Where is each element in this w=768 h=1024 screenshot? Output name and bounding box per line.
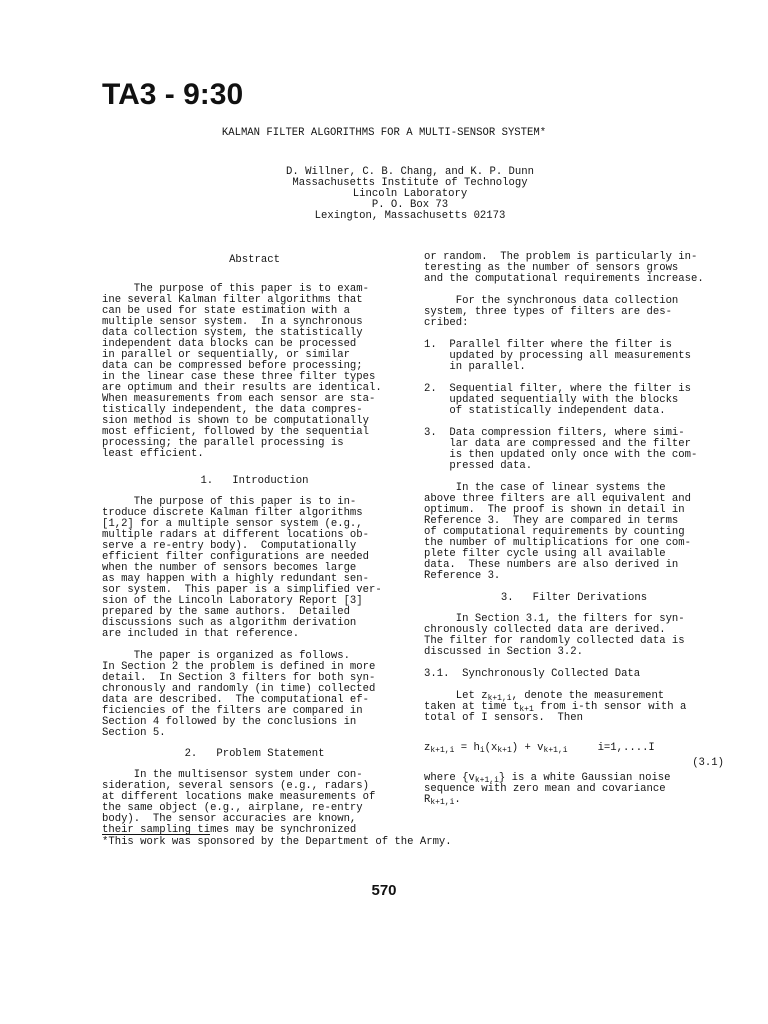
left-column [102, 252, 407, 836]
text-line: can be used for state estimation with a [102, 305, 350, 317]
text-line: optimum. The proof is shown in detail in [424, 504, 685, 516]
text-line: or random. The problem is particularly in- [424, 251, 698, 263]
text-line: in parallel. [424, 361, 526, 373]
organization-text [102, 651, 407, 739]
text-line: least efficient. [102, 448, 204, 460]
introduction-text [102, 497, 407, 640]
abstract-text [102, 284, 407, 460]
text-line: above three filters are all equivalent and [424, 493, 692, 505]
text-line: system, three types of filters are des- [424, 306, 672, 318]
eq-v-subscript: k+1,i [543, 746, 568, 755]
text-line: The purpose of this paper is to in- [102, 496, 357, 508]
eq-range: i=1,....I [597, 742, 655, 754]
text-line: pressed data. [424, 460, 533, 472]
text-line: 1. Parallel filter where the filter is [424, 339, 672, 351]
text-line: In the case of linear systems the [424, 482, 666, 494]
text-line: their sampling times may be synchronized [102, 824, 357, 836]
text-line: updated sequentially with the blocks [424, 394, 679, 406]
text-line: In Section 2 the problem is defined in more [102, 661, 376, 673]
introduction-heading: 1. Introduction [200, 475, 309, 487]
text-line: Section 5. [102, 727, 166, 739]
eq-x: (x [484, 742, 498, 754]
text-line: most efficient, followed by the sequential [102, 426, 370, 438]
author-institution: Massachusetts Institute of Technology [292, 177, 528, 189]
text-line: body). The sensor accuracies are known, [102, 813, 357, 825]
text-line: sion method is shown to be computationally [102, 415, 370, 427]
text-line: as may happen with a highly redundant sen- [102, 573, 370, 585]
text-line: multiple radars at different locations ob- [102, 529, 370, 541]
eq-h-subscript: i [479, 746, 485, 755]
author-block [250, 167, 570, 222]
eq-x-subscript: k+1 [497, 746, 512, 755]
text-line: chronously and randomly (in time) collected [102, 683, 376, 695]
let-text: Let z [424, 690, 488, 702]
text-line: troduce discrete Kalman filter algorithms [102, 507, 363, 519]
text-line: independent data blocks can be processed [102, 338, 357, 350]
continuation-text [424, 252, 724, 285]
text-line: sideration, several sensors (e.g., radars) [102, 780, 370, 792]
time-text: taken at time t [424, 701, 520, 713]
problem-text [102, 770, 407, 836]
text-line: 3. Data compression filters, where simi- [424, 427, 685, 439]
text-line: are included in that reference. [102, 628, 300, 640]
derivations-text [424, 614, 724, 658]
text-line: data. These numbers are also derived in [424, 559, 679, 571]
text-line: chronously collected data are derived. [424, 624, 666, 636]
text-line: teresting as the number of sensors grows [424, 262, 679, 274]
text-line: discussed in Section 3.2. [424, 646, 583, 658]
author-box: P. O. Box 73 [371, 199, 449, 211]
let-text-cont: , denote the measurement [511, 690, 665, 702]
text-line: The purpose of this paper is to exam- [102, 283, 370, 295]
text-line: The filter for randomly collected data is [424, 635, 685, 647]
text-line: ficiencies of the filters are compared in [102, 705, 363, 717]
text-line: updated by processing all measurements [424, 350, 692, 362]
where-text-cont: } is a white Gaussian noise [498, 772, 671, 784]
where-text: where {v [424, 772, 475, 784]
text-line: detail. In Section 3 filters for both syn- [102, 672, 376, 684]
footnote: *This work was sponsored by the Department of the Army. [102, 836, 452, 848]
text-line: Reference 3. They are compared in terms [424, 515, 679, 527]
abstract-heading: Abstract [229, 254, 280, 266]
text-line: [1,2] for a multiple sensor system (e.g., [102, 518, 363, 530]
paper-title: KALMAN FILTER ALGORITHMS FOR A MULTI-SENSOR SYSTEM* [221, 127, 547, 139]
text-line: in parallel or sequentially, or similar [102, 349, 350, 361]
text-line: Reference 3. [424, 570, 501, 582]
text-line: multiple sensor system. In a synchronous [102, 316, 363, 328]
let-subscript: k+1,i [487, 694, 512, 703]
text-line: data are described. The computational ef- [102, 694, 370, 706]
time-text-cont: from i-th sensor with a [533, 701, 687, 713]
right-column [424, 252, 724, 806]
text-line: ine several Kalman filter algorithms that [102, 294, 363, 306]
text-line: at different locations make measurements of [102, 791, 376, 803]
text-line: In the multisensor system under con- [102, 769, 363, 781]
text-line: are optimum and their results are identical. [102, 382, 382, 394]
session-label: TA3 - 9:30 [102, 78, 244, 111]
text-line: Section 4 followed by the conclusions in [102, 716, 357, 728]
covariance-line [424, 795, 724, 806]
cov-r: R [424, 794, 431, 806]
text-line: of statistically independent data. [424, 405, 666, 417]
text-line: efficient filter configurations are needed [102, 551, 370, 563]
page-number: 570 [371, 882, 397, 899]
text-line: plete filter cycle using all available [424, 548, 666, 560]
text-line: in the linear case these three filter types [102, 371, 376, 383]
text-line: sion of the Lincoln Laboratory Report [3] [102, 595, 363, 607]
eq-v: ) + v [511, 742, 544, 754]
author-city: Lexington, Massachusetts 02173 [314, 210, 506, 222]
text-line: serve a re-entry body). Computationally [102, 540, 357, 552]
text-line: tistically independent, the data compres- [102, 404, 363, 416]
filter-list [424, 340, 724, 472]
derivations-heading: 3. Filter Derivations [500, 592, 648, 604]
subsection-heading: 3.1. Synchronously Collected Data [424, 668, 641, 680]
text-line: processing; the parallel processing is [102, 437, 344, 449]
text-line: prepared by the same authors. Detailed [102, 606, 350, 618]
where-line: sequence with zero mean and covariance [424, 783, 666, 795]
footnote-rule [102, 834, 210, 835]
text-line: the same object (e.g., airplane, re-entry [102, 802, 363, 814]
text-line: the number of multiplications for one com- [424, 537, 692, 549]
text-line: discussions such as algorithm derivation [102, 617, 357, 629]
list-item [424, 384, 724, 417]
text-line: For the synchronous data collection [424, 295, 679, 307]
author-names: D. Willner, C. B. Chang, and K. P. Dunn [286, 166, 534, 178]
eq-z: z [424, 742, 431, 754]
text-line: The paper is organized as follows. [102, 650, 350, 662]
text-line: is then updated only once with the com- [424, 449, 698, 461]
cov-subscript: k+1,i [430, 798, 455, 807]
cov-dot: . [454, 794, 461, 806]
text-line: 2. Sequential filter, where the filter is [424, 383, 692, 395]
list-item [424, 428, 724, 472]
text-line: When measurements from each sensor are sta- [102, 393, 376, 405]
text-line: and the computational requirements increase. [424, 273, 704, 285]
text-line: lar data are compressed and the filter [424, 438, 692, 450]
text-line: sor system. This paper is a simplified ver- [102, 584, 382, 596]
time-subscript: k+1 [519, 705, 534, 714]
author-lab: Lincoln Laboratory [352, 188, 468, 200]
text-line: of computational requirements by counting [424, 526, 685, 538]
text-line: cribed: [424, 317, 469, 329]
eq-z-subscript: k+1,i [430, 746, 455, 755]
problem-heading: 2. Problem Statement [184, 748, 325, 760]
equation-3-1 [424, 743, 724, 754]
text-line: In Section 3.1, the filters for syn- [424, 613, 685, 625]
text-line: data collection system, the statistically [102, 327, 363, 339]
where-subscript: k+1,i [474, 776, 499, 785]
list-item [424, 340, 724, 373]
synchronous-text [424, 296, 724, 329]
eq-h: = h [454, 742, 480, 754]
equation-number: (3.1) [692, 757, 724, 769]
linear-text [424, 483, 724, 582]
measurement-line: total of I sensors. Then [424, 712, 583, 724]
text-line: data can be compressed before processing; [102, 360, 363, 372]
text-line: when the number of sensors becomes large [102, 562, 357, 574]
